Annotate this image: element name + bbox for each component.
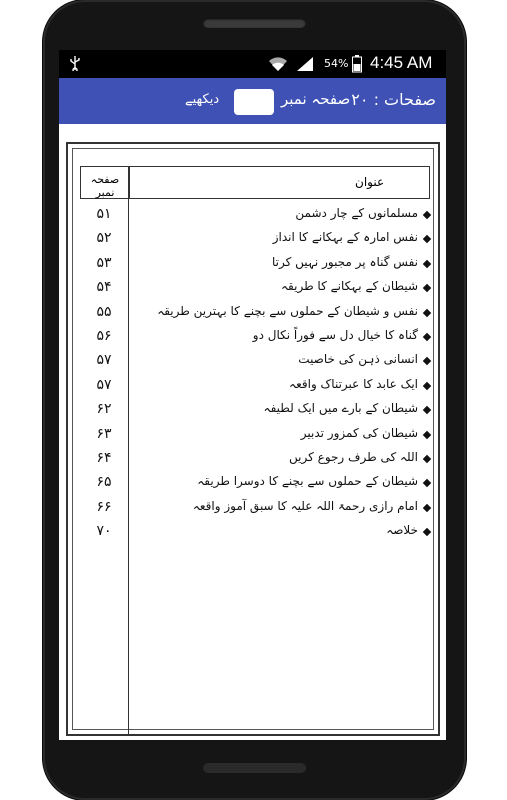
- bullet-icon: [423, 260, 431, 268]
- toc-row-page: ۵۲: [96, 230, 112, 247]
- toc-header: [80, 166, 430, 199]
- toc-row-page: ۵۷: [96, 376, 112, 393]
- toc-row-title: انسانی ذہن کی خاصیت: [298, 352, 418, 367]
- bullet-icon: [423, 406, 431, 414]
- toc-row[interactable]: [80, 474, 432, 498]
- toc-row[interactable]: [80, 255, 432, 279]
- toc-row-title: شیطان کی کمزور تدبیر: [300, 425, 418, 440]
- toc-row-page: ۵۵: [96, 303, 112, 320]
- bullet-icon: [423, 382, 431, 390]
- toc-row[interactable]: [80, 279, 432, 303]
- toc-row[interactable]: [80, 401, 432, 425]
- bullet-icon: [423, 235, 431, 243]
- toc-row[interactable]: [80, 426, 432, 450]
- toc-row-title: نفس گناہ پر مجبور نہیں کرتا: [271, 254, 418, 269]
- toc-row[interactable]: [80, 304, 432, 328]
- app-bar: [59, 78, 446, 124]
- toc-row-title: امام رازی رحمۃ اللہ علیہ کا سبق آموز واقعہ: [192, 498, 418, 513]
- bottom-bezel-bar: [203, 763, 306, 773]
- page-number-input[interactable]: [234, 89, 274, 115]
- bullet-icon: [423, 357, 431, 365]
- total-pages-label: صفحات : ۲۰: [351, 90, 436, 109]
- header-divider: [129, 167, 130, 198]
- toc-row-page: ۵۱: [96, 206, 112, 222]
- bullet-icon: [423, 308, 431, 316]
- toc-row-title: شیطان کے بارے میں ایک لطیفہ: [263, 401, 418, 416]
- bullet-icon: [423, 479, 431, 487]
- battery-percent: 54%: [324, 57, 349, 70]
- toc-row[interactable]: [80, 450, 432, 474]
- status-time: 4:45 AM: [370, 53, 433, 72]
- toc-row[interactable]: [80, 230, 432, 254]
- bullet-icon: [423, 284, 431, 292]
- wifi-icon: [268, 56, 288, 76]
- toc-row-page: ۵۳: [96, 254, 112, 271]
- usb-icon: [69, 55, 81, 75]
- toc-row-page: ۵۶: [96, 328, 112, 344]
- bullet-icon: [423, 211, 431, 219]
- toc-row-page: ۷۰: [96, 523, 112, 540]
- toc-row-title: مسلمانوں کے چار دشمن: [295, 206, 418, 220]
- toc-row[interactable]: [80, 499, 432, 523]
- toc-row-title: اللہ کی طرف رجوع کریں: [289, 450, 418, 464]
- toc-header-title: عنوان: [355, 175, 385, 189]
- battery-icon: [352, 55, 362, 77]
- bullet-icon: [423, 455, 431, 463]
- toc-row[interactable]: [80, 523, 432, 547]
- toc-row-title: شیطان کے حملوں سے بچنے کا دوسرا طریقہ: [197, 474, 418, 489]
- go-to-page-button[interactable]: دیکھیے: [185, 92, 220, 107]
- earpiece-speaker: [203, 18, 306, 28]
- toc-row-title: خلاصہ: [386, 523, 418, 538]
- signal-icon: [296, 56, 314, 76]
- toc-row[interactable]: [80, 328, 432, 352]
- toc-row-title: نفس امارہ کے بہکانے کا انداز: [272, 230, 418, 245]
- toc-row-page: ۵۴: [96, 279, 112, 296]
- bullet-icon: [423, 528, 431, 536]
- toc-row-title: نفس و شیطان کے حملوں سے بچنے کا بہترین طریقہ: [157, 303, 418, 318]
- status-bar: [59, 50, 446, 78]
- toc-row[interactable]: [80, 377, 432, 401]
- toc-row[interactable]: [80, 206, 432, 230]
- toc-row-page: ۶۴: [96, 450, 112, 466]
- page-number-label: صفحہ نمبر: [281, 90, 351, 108]
- toc-row-title: ایک عابد کا عبرتناک واقعہ: [289, 376, 418, 391]
- toc-row-page: ۶۵: [96, 474, 112, 491]
- toc-row-page: ۶۶: [96, 498, 112, 515]
- toc-header-page: صفحہ نمبر: [90, 173, 120, 199]
- toc-row-title: شیطان کے بہکانے کا طریقہ: [281, 279, 418, 294]
- bullet-icon: [423, 333, 431, 341]
- screen: [59, 50, 446, 740]
- book-page: [66, 142, 440, 736]
- toc-row-page: ۶۲: [96, 401, 112, 418]
- bullet-icon: [423, 430, 431, 438]
- toc-row[interactable]: [80, 352, 432, 376]
- toc-row-page: ۵۷: [96, 352, 112, 369]
- toc-row-page: ۶۳: [96, 425, 112, 442]
- bullet-icon: [423, 504, 431, 512]
- toc-row-title: گناہ کا خیال دل سے فوراً نکال دو: [252, 328, 418, 342]
